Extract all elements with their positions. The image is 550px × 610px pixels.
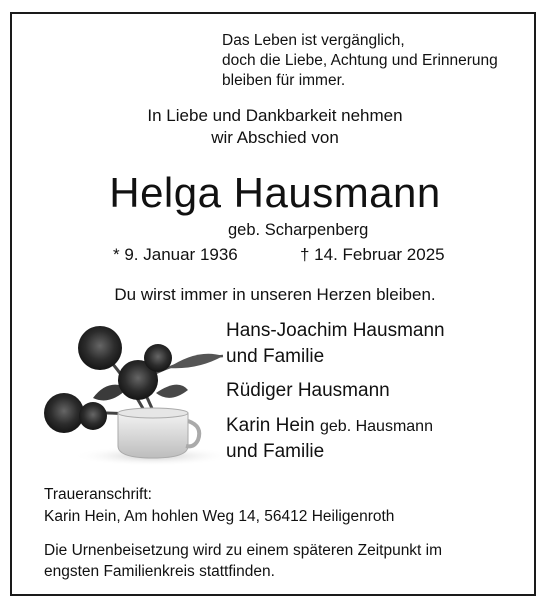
mourner-line-3: Rüdiger Hausmann — [226, 380, 390, 401]
deceased-name: Helga Hausmann — [109, 169, 441, 216]
mourner-name: Karin Hein — [226, 415, 315, 436]
mourner-line-1: Hans-Joachim Hausmann — [226, 320, 445, 341]
maiden-name: geb. Scharpenberg — [228, 221, 369, 239]
verse-line-1: Das Leben ist vergänglich, — [222, 32, 405, 49]
address-text: Karin Hein, Am hohlen Weg 14, 56412 Heiligenroth — [44, 508, 395, 525]
burial-note-line-1: Die Urnenbeisetzung wird zu einem späteren Zeitpunkt im — [44, 542, 443, 559]
verse — [222, 31, 498, 91]
verse-line-2: doch die Liebe, Achtung und Erinnerung — [222, 52, 498, 69]
burial-note-line-2: engsten Familienkreis stattfinden. — [44, 563, 275, 580]
mourner-line-2: und Familie — [226, 346, 325, 367]
death-date: † 14. Februar 2025 — [300, 245, 445, 264]
address-label: Traueranschrift: — [44, 486, 152, 503]
quote: Du wirst immer in unseren Herzen bleiben. — [114, 285, 436, 304]
roses-in-vase-icon — [38, 318, 228, 468]
intro-line-2: wir Abschied von — [211, 128, 339, 147]
intro-line-1: In Liebe und Dankbarkeit nehmen — [147, 106, 403, 125]
birth-date: * 9. Januar 1936 — [113, 245, 238, 264]
mourner-maiden-name: geb. Hausmann — [320, 418, 433, 435]
verse-line-3: bleiben für immer. — [222, 72, 346, 89]
burial-note — [44, 540, 442, 582]
intro — [0, 105, 550, 149]
mourner-line-4 — [226, 413, 433, 440]
mourner-line-5: und Familie — [226, 441, 325, 462]
